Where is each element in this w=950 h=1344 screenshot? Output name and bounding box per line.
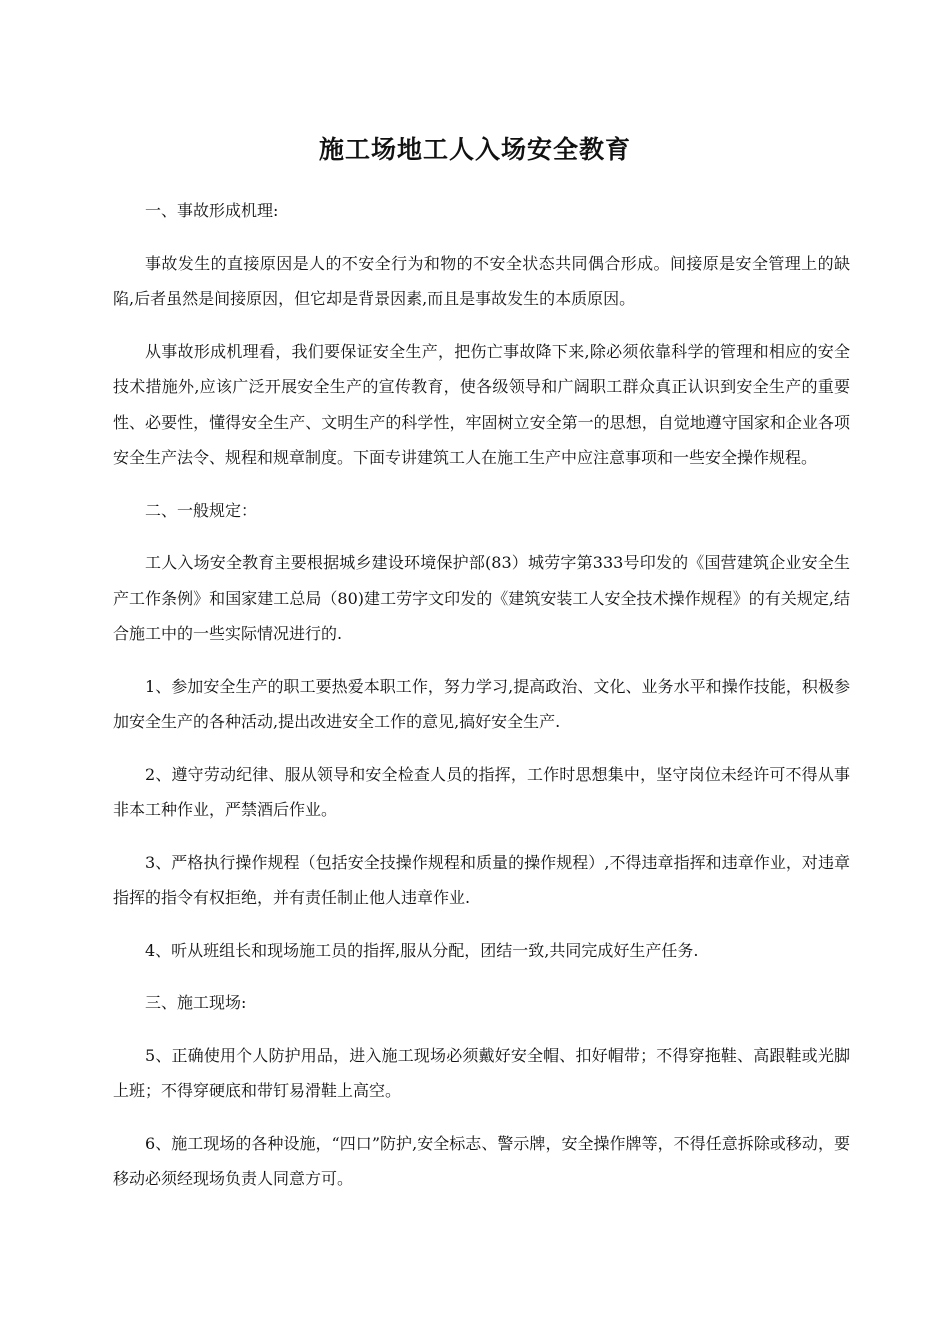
section-heading-general-rules: 二、一般规定： [145,500,258,520]
paragraph-mechanism-view: 从事故形成机理看，我们要保证安全生产，把伤亡事故降下来,除必须依靠科学的管理和相应的安全技术措施外,应该广泛开展安全生产的宣传教育，使各级领导和广阔职工群众真正认识到安全生产的重要性、必要性，懂得安全生产、文明生产的科学性，牢固树立安全第一的思想，自觉地遵守国家和企业各项安全生产法令、规程和规章制度。下面专讲建筑工人在施工生产中应注意事项和一些安全操作规程。 [113,341,850,467]
rule-item-3: 3、严格执行操作规程（包括安全技操作规程和质量的操作规程）,不得违章指挥和违章作业，对违章指挥的指令有权拒绝，并有责任制止他人违章作业. [113,852,850,907]
section-heading-accident-mechanism: 一、事故形成机理: [145,201,279,220]
paragraph-direct-cause: 事故发生的直接原因是人的不安全行为和物的不安全状态共同偶合形成。间接原是安全管理上的缺陷,后者虽然是间接原因，但它却是背景因素,而且是事故发生的本质原因。 [113,253,850,308]
rule-item-2: 2、遵守劳动纪律、服从领导和安全检查人员的指挥，工作时思想集中，坚守岗位未经许可不得从事非本工种作业，严禁酒后作业。 [113,764,850,819]
section-heading-construction-site: 三、施工现场: [145,993,247,1012]
document-body [113,193,850,1214]
rule-item-4: 4、听从班组长和现场施工员的指挥,服从分配，团结一致,共同完成好生产任务. [145,940,699,960]
document-title: 施工场地工人入场安全教育 [318,135,631,164]
paragraph-education-basis: 工人入场安全教育主要根据城乡建设环境保护部(83）城劳字第333号印发的《国营建筑企业安全生产工作条例》和国家建工总局（80)建工劳字文印发的《建筑安装工人安全技术操作规程》的有关规定,结合施工中的一些实际情况进行的. [113,553,850,643]
rule-item-5: 5、正确使用个人防护用品，进入施工现场必须戴好安全帽、扣好帽带；不得穿拖鞋、高跟鞋或光脚上班；不得穿硬底和带钉易滑鞋上高空。 [113,1045,850,1100]
rule-item-6: 6、施工现场的各种设施，“四口”防护,安全标志、警示牌，安全操作牌等，不得任意拆除或移动，要移动必须经现场负责人同意方可。 [113,1133,850,1188]
rule-item-1: 1、参加安全生产的职工要热爱本职工作，努力学习,提高政治、文化、业务水平和操作技能，积极参加安全生产的各种活动,提出改进安全工作的意见,搞好安全生产. [113,676,850,731]
